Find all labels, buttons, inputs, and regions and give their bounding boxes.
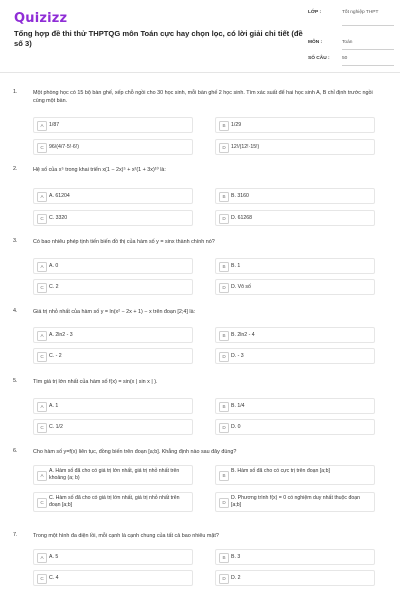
option-d[interactable] [215, 348, 375, 364]
option-letter: D [219, 352, 229, 362]
option-letter: A [37, 471, 47, 481]
question-text: Một phòng học có 15 bộ bàn ghế, xếp chỗ ngồi cho 30 học sinh, mỗi bàn ghế 2 học sinh. Tìm xác suất để hai học sinh A, B chỉ định trước ngồi cùng một bàn. [33, 90, 373, 104]
question-number: 7. [13, 532, 18, 538]
option-c[interactable] [33, 570, 193, 586]
option-d[interactable] [215, 492, 375, 512]
option-letter: B [219, 192, 229, 202]
option-c[interactable] [33, 210, 193, 226]
option-a[interactable] [33, 465, 193, 485]
option-letter: B [219, 402, 229, 412]
option-letter: A [37, 192, 47, 202]
option-d[interactable] [215, 139, 375, 155]
option-text: D. Phương trình f(x) = 0 có nghiệm duy nhất thuộc đoạn [a;b] [231, 495, 360, 508]
option-letter: A [37, 553, 47, 563]
option-letter: C [37, 283, 47, 293]
option-a[interactable] [33, 549, 193, 565]
question-text: Tìm giá trị lớn nhất của hàm số f(x) = sin(x | sin x | ). [33, 379, 158, 385]
option-d[interactable] [215, 419, 375, 435]
question-number: 1. [13, 89, 18, 95]
option-letter: B [219, 553, 229, 563]
option-text: D. - 3 [231, 352, 244, 359]
question-text: Có bao nhiêu phép tịnh tiến biến đồ thị của hàm số y = sinx thành chính nó? [33, 239, 215, 245]
option-text: B. 1/4 [231, 402, 245, 409]
question-text: Giá trị nhỏ nhất của hàm số y = ln(x² − 2x + 1) − x trên đoạn [2;4] là: [33, 309, 196, 315]
option-letter: B [219, 331, 229, 341]
meta-underline [342, 49, 394, 50]
option-text: A. Hàm số đã cho có giá trị lớn nhất, giá trị nhỏ nhất trên khoảng (a; b) [49, 468, 180, 481]
option-letter: D [219, 423, 229, 433]
option-text: A. 61204 [49, 192, 70, 199]
question-number: 5. [13, 378, 18, 384]
option-a[interactable] [33, 258, 193, 274]
option-b[interactable] [215, 327, 375, 343]
meta-key: SỐ CÂU : [308, 56, 330, 61]
option-text: 12!/(12!·15!) [231, 143, 260, 150]
meta-value: Tốt nghiệp THPT [342, 10, 379, 15]
option-text: B. 1 [231, 262, 241, 269]
option-c[interactable] [33, 419, 193, 435]
option-text: A. 0 [49, 262, 59, 269]
option-text: 96/(4/7·5!·6!) [49, 143, 79, 150]
option-text: D. 2 [231, 574, 241, 581]
quizizz-logo: Quizizz [14, 11, 68, 26]
option-a[interactable] [33, 188, 193, 204]
option-letter: D [219, 214, 229, 224]
option-letter: C [37, 214, 47, 224]
option-letter: C [37, 423, 47, 433]
option-letter: A [37, 262, 47, 272]
option-text: A. 1 [49, 402, 59, 409]
option-letter: C [37, 143, 47, 153]
option-text: C. 4 [49, 574, 59, 581]
option-letter: C [37, 574, 47, 584]
meta-key: MÔN : [308, 40, 323, 45]
option-text: B. Hàm số đã cho có cực trị trên đoạn [a;b] [231, 468, 330, 474]
option-text: A. 5 [49, 553, 59, 560]
question-number: 3. [13, 238, 18, 244]
question-number: 6. [13, 448, 18, 454]
option-a[interactable] [33, 327, 193, 343]
option-letter: A [37, 121, 47, 131]
option-letter: B [219, 262, 229, 272]
option-d[interactable] [215, 279, 375, 295]
meta-underline [342, 25, 394, 26]
option-b[interactable] [215, 398, 375, 414]
option-text: C. Hàm số đã cho có giá trị lớn nhất, giá trị nhỏ nhất trên đoạn [a;b] [49, 495, 180, 508]
option-text: B. 3160 [231, 192, 249, 199]
option-letter: B [219, 471, 229, 481]
option-b[interactable] [215, 258, 375, 274]
option-d[interactable] [215, 210, 375, 226]
worksheet-header [0, 0, 400, 72]
option-text: A. 2ln2 - 3 [49, 331, 73, 338]
question-number: 2. [13, 166, 18, 172]
option-b[interactable] [215, 465, 375, 485]
option-b[interactable] [215, 117, 375, 133]
option-letter: D [219, 143, 229, 153]
meta-value: 50 [342, 56, 348, 61]
option-letter: D [219, 498, 229, 508]
option-a[interactable] [33, 117, 193, 133]
option-b[interactable] [215, 549, 375, 565]
option-text: 1/87 [49, 121, 60, 128]
option-text: B. 3 [231, 553, 241, 560]
worksheet-title: Tổng hợp đề thi thử THPTQG môn Toán cực hay chọn lọc, có lời giải chi tiết (đề số 3) [14, 29, 303, 48]
option-text: D. 0 [231, 423, 241, 430]
option-letter: C [37, 498, 47, 508]
option-letter: A [37, 402, 47, 412]
meta-value: Toán [342, 40, 353, 45]
option-text: 1/29 [231, 121, 242, 128]
option-c[interactable] [33, 279, 193, 295]
option-letter: B [219, 121, 229, 131]
option-d[interactable] [215, 570, 375, 586]
meta-underline [342, 65, 394, 66]
option-a[interactable] [33, 398, 193, 414]
option-text: C. - 2 [49, 352, 62, 359]
question-text: Cho hàm số y=f(x) liên tục, đồng biến trên đoạn [a;b]. Khẳng định nào sau đây đúng? [33, 449, 237, 455]
option-c[interactable] [33, 348, 193, 364]
header-divider [0, 72, 400, 73]
option-text: C. 2 [49, 283, 59, 290]
option-letter: D [219, 574, 229, 584]
option-text: D. 61268 [231, 214, 253, 221]
option-text: C. 1/2 [49, 423, 63, 430]
option-text: C. 3320 [49, 214, 68, 221]
meta-key: LỚP : [308, 10, 322, 15]
question-text: Hệ số của x⁵ trong khai triển x(1 − 2x)⁵ + x²(1 + 3x)¹⁰ là: [33, 167, 166, 173]
question-text: Trong một hình đa diện lồi, mỗi cạnh là cạnh chung của tất cả bao nhiêu mặt? [33, 533, 219, 539]
option-letter: C [37, 352, 47, 362]
option-b[interactable] [215, 188, 375, 204]
option-c[interactable] [33, 492, 193, 512]
option-letter: D [219, 283, 229, 293]
option-text: D. Vô số [231, 283, 251, 290]
question-number: 4. [13, 308, 18, 314]
option-c[interactable] [33, 139, 193, 155]
option-letter: A [37, 331, 47, 341]
option-text: B. 2ln2 - 4 [231, 331, 255, 338]
